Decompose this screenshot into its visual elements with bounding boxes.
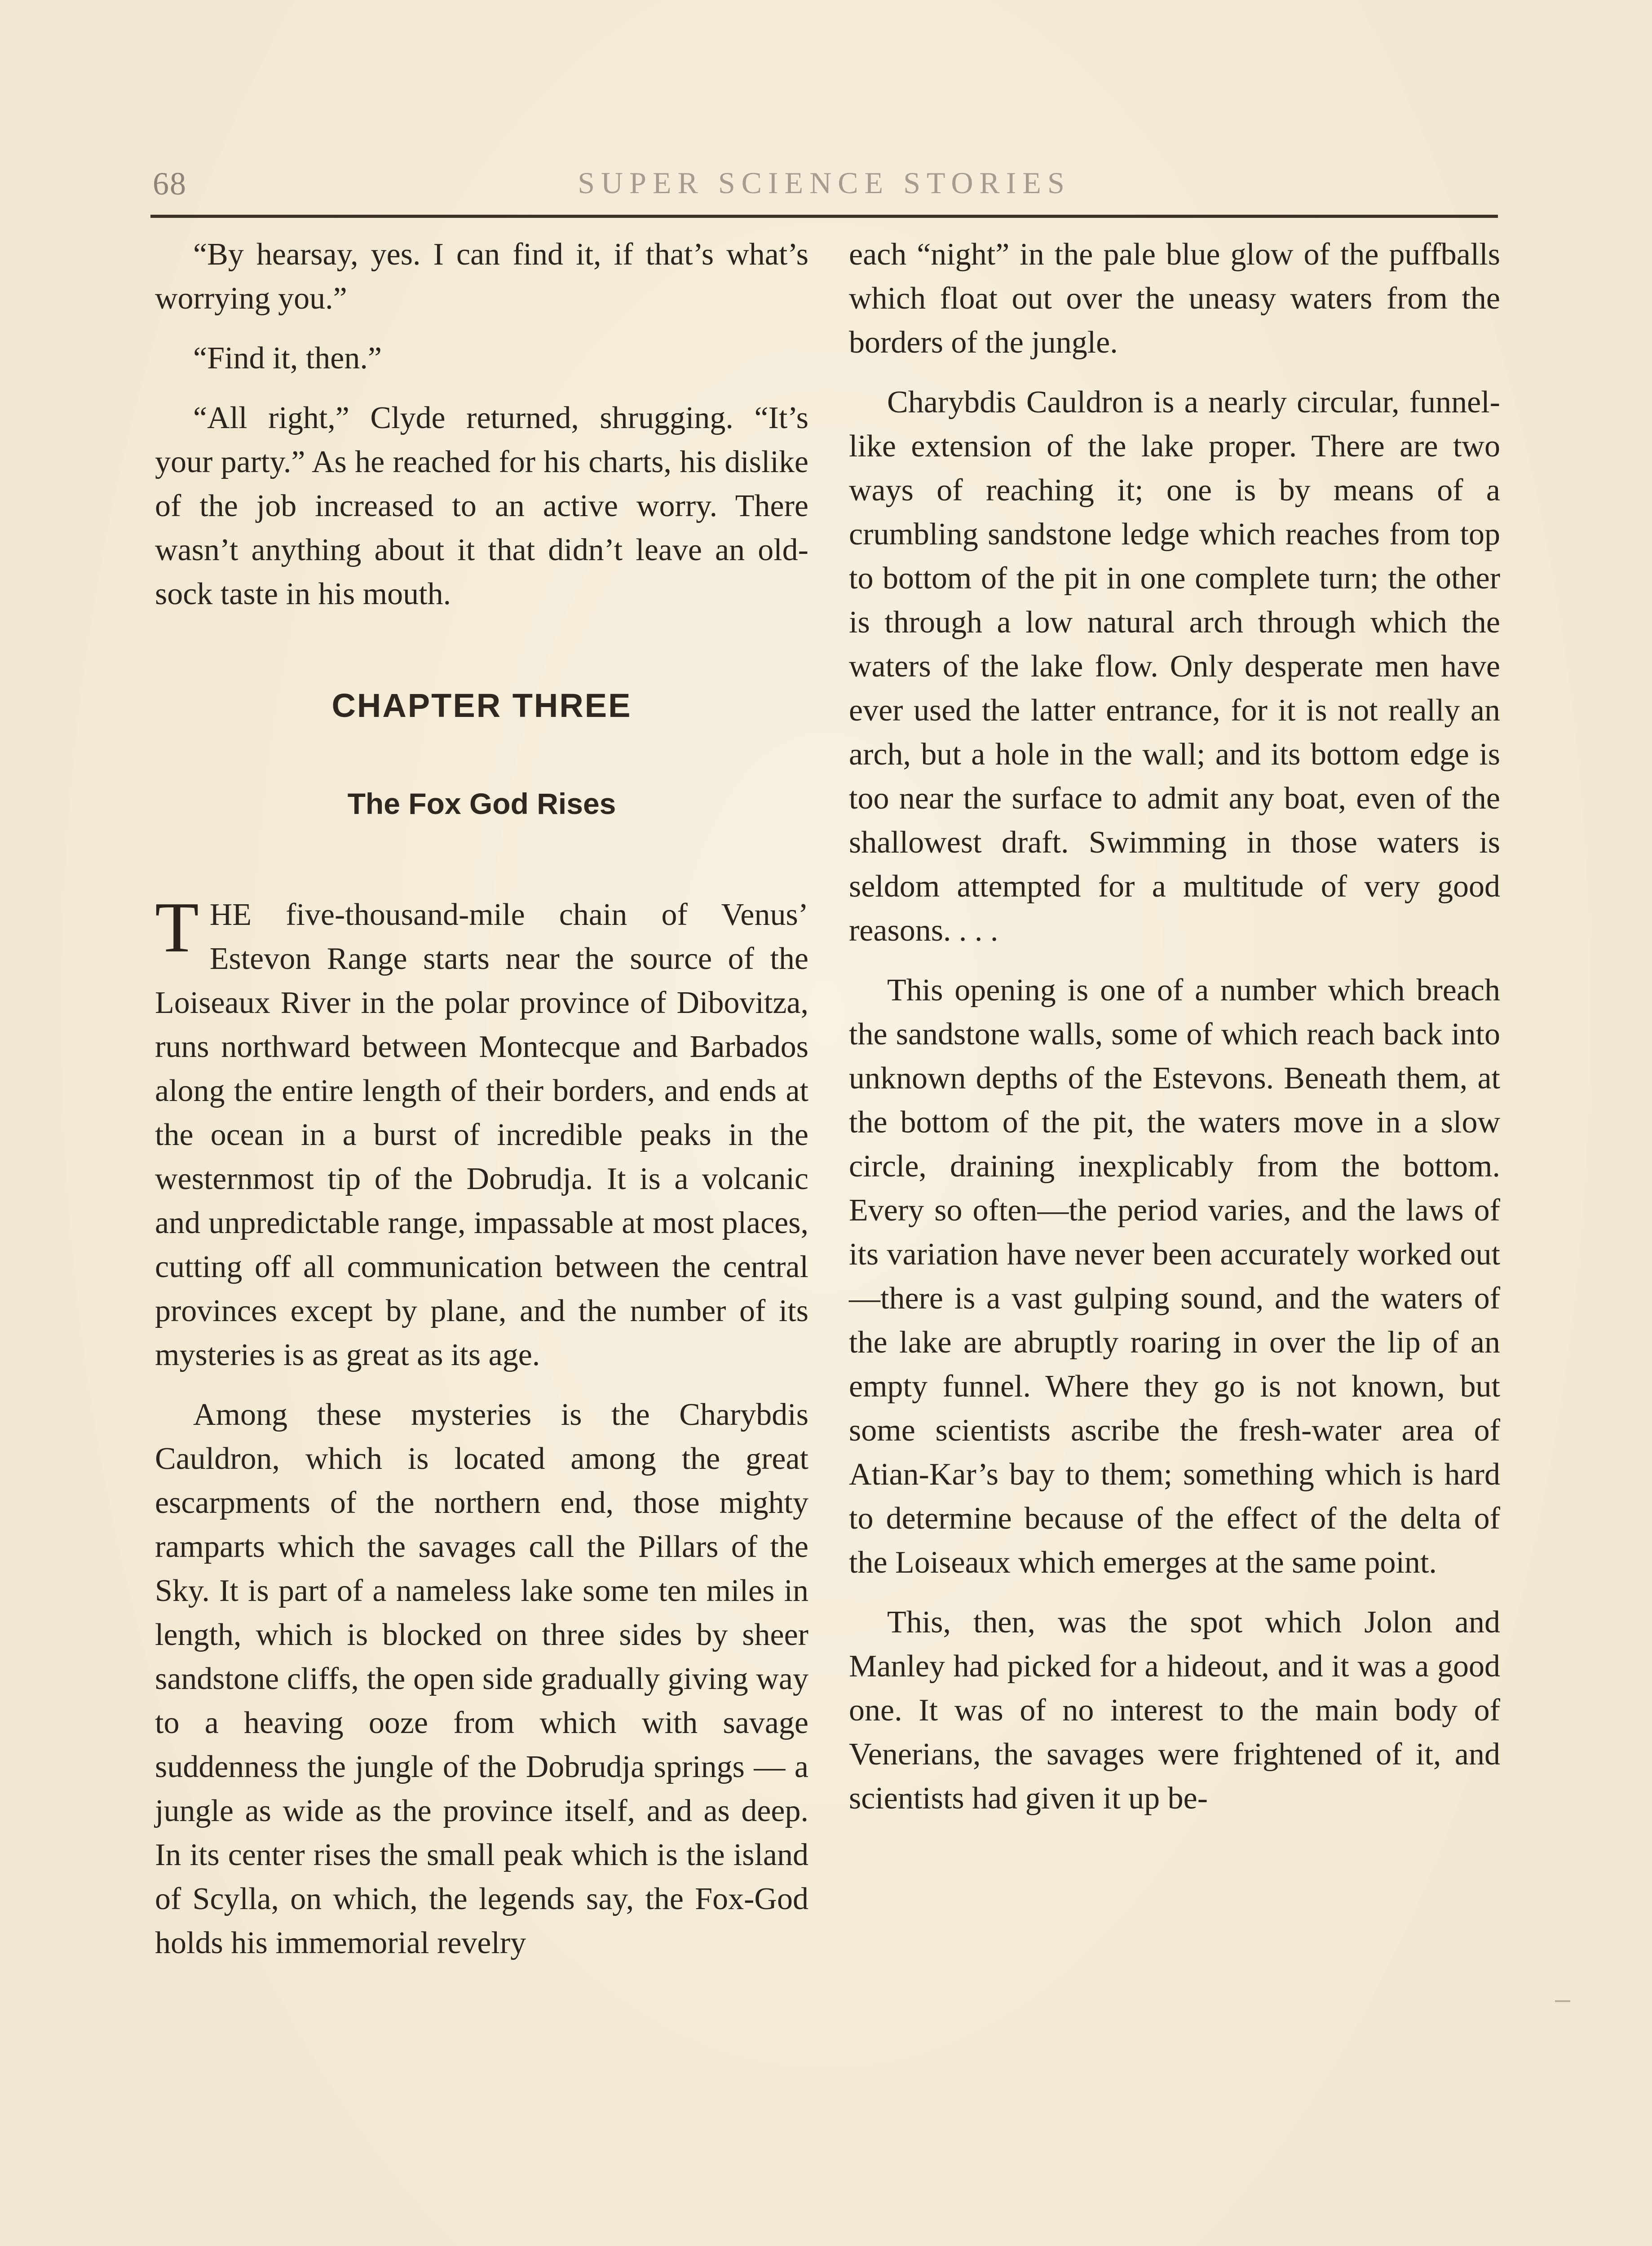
- chapter-title: The Fox God Rises: [347, 787, 616, 820]
- right-column: [849, 233, 1500, 1836]
- opening-paragraph: [155, 887, 808, 1377]
- page-number: 68: [153, 166, 187, 202]
- paragraph: This, then, was the spot which Jolon and Manley had picked for a hideout, and it was a good one. It was of no interest to the main body of Venerians, the savages were frightened of it, and scientists had given it up be-: [849, 1605, 1500, 1816]
- paragraph: Charybdis Cauldron is a nearly circular, funnel-like extension of the lake proper. There are two ways of reaching it; one is by means of a crumbling sandstone ledge which reaches from top to bottom of the pit in one complete turn; the other is through a low natural arch through which the waters of the lake flow. Only desperate men have ever used the latter entrance, for it is not really an arch, but a hole in the wall; and its bottom edge is too near the surface to admit any boat, even of the shallowest draft. Swimming in those waters is seldom attempted for a multitude of very good reasons. . . .: [849, 385, 1500, 948]
- header-rule: [150, 215, 1498, 218]
- chapter-heading: CHAPTER THREE: [331, 687, 632, 724]
- drop-cap: T: [155, 887, 199, 967]
- paragraph: “By hearsay, yes. I can find it, if that’s what’s worrying you.”: [155, 237, 808, 316]
- opening-lead: HE: [209, 898, 252, 932]
- page-header: [153, 162, 1496, 211]
- left-column: [155, 233, 808, 1981]
- opening-text: five-thousand-mile chain of Venus’ Estevon Range starts near the source of the Loiseaux River in the polar province of Dibovitza, runs northward between Montecque and Barbados along the entire length of their borders, and ends at the ocean in a burst of incredible peaks in the westernmost tip of the Dobrudja. It is a volcanic and unpredictable range, impassable at most places, cutting off all communication between the central provinces except by plane, and the number of its mysteries is as great as its age.: [155, 898, 808, 1372]
- paragraph: Among these mysteries is the Charybdis Cauldron, which is located among the great escarpments of the northern end, those mighty ramparts which the savages call the Pillars of the Sky. It is part of a nameless lake some ten miles in length, which is blocked on three sides by sheer sandstone cliffs, the open side gradually giving way to a heaving ooze from which with savage suddenness the jungle of the Dobrudja springs — a jungle as wide as the province itself, and as deep. In its center rises the small peak which is the island of Scylla, on which, the legends say, the Fox-God holds his immemorial revelry: [155, 1397, 808, 1960]
- margin-mark: [1555, 2000, 1570, 2002]
- running-title: SUPER SCIENCE STORIES: [578, 166, 1071, 200]
- paragraph: each “night” in the pale blue glow of the puffballs which float out over the uneasy waters from the borders of the jungle.: [849, 237, 1500, 360]
- paragraph: This opening is one of a number which breach the sandstone walls, some of which reach back into unknown depths of the Estevons. Beneath them, at the bottom of the pit, the waters move in a slow circle, draining inexplicably from the bottom. Every so often—the period varies, and the laws of its variation have never been accurately worked out—there is a vast gulping sound, and the waters of the lake are abruptly roaring in over the lip of an empty funnel. Where they go is not known, but some scientists ascribe the fresh-water area of Atian-Kar’s bay to them; something which is hard to determine because of the effect of the delta of the Loiseaux which emerges at the same point.: [849, 973, 1500, 1580]
- paragraph: “Find it, then.”: [193, 341, 382, 376]
- paragraph: “All right,” Clyde returned, shrugging. “It’s your party.” As he reached for his charts, his dislike of the job increased to an active worry. There wasn’t anything about it that didn’t leave an old-sock taste in his mouth.: [155, 401, 808, 611]
